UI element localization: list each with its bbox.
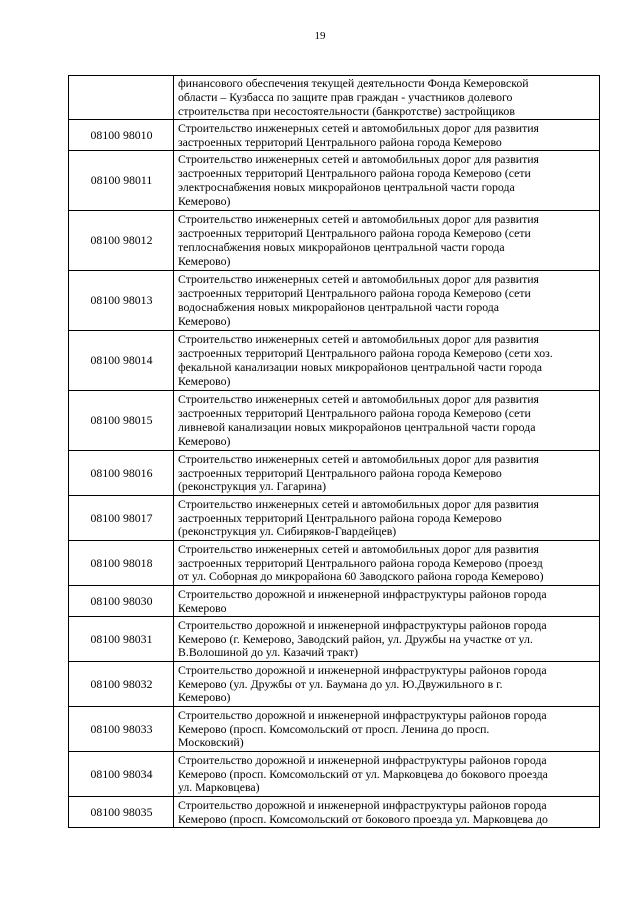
description-cell: Строительство дорожной и инженерной инфраструктуры районов города Кемерово (г. Кемерово, Заводский район, ул. Дружбы на участке от ул. В.Волошиной до ул. Казачий тракт): [174, 617, 600, 662]
code-cell: 08100 98013: [69, 271, 174, 331]
table-row: [69, 662, 600, 707]
description-cell: Строительство дорожной и инженерной инфраструктуры районов города Кемерово (просп. Комсомольский от просп. Ленина до просп. Московский): [174, 707, 600, 752]
code-cell: 08100 98014: [69, 331, 174, 391]
page-number: 19: [314, 30, 326, 42]
code-cell: 08100 98034: [69, 752, 174, 797]
description-cell: Строительство инженерных сетей и автомобильных дорог для развития застроенных территорий Центрального района города Кемерово (сети хоз. фекальной канализации новых микрорайонов центральной части города Кемерово): [174, 331, 600, 391]
table-row: [69, 151, 600, 211]
code-cell: 08100 98033: [69, 707, 174, 752]
description-cell: финансового обеспечения текущей деятельности Фонда Кемеровской области – Кузбасса по защите прав граждан - участников долевого строительства при несостоятельности (банкротстве) застройщиков: [174, 76, 600, 120]
description-cell: Строительство инженерных сетей и автомобильных дорог для развития застроенных территорий Центрального района города Кемерово (реконструкция ул. Гагарина): [174, 451, 600, 496]
description-cell: Строительство инженерных сетей и автомобильных дорог для развития застроенных территорий Центрального района города Кемерово (сети ливневой канализации новых микрорайонов центральной части города Кемерово): [174, 391, 600, 451]
table-row: [69, 451, 600, 496]
table-row: [69, 752, 600, 797]
code-cell: 08100 98016: [69, 451, 174, 496]
description-cell: Строительство инженерных сетей и автомобильных дорог для развития застроенных территорий Центрального района города Кемерово: [174, 120, 600, 151]
code-cell: 08100 98018: [69, 541, 174, 586]
description-cell: Строительство инженерных сетей и автомобильных дорог для развития застроенных территорий Центрального района города Кемерово (сети теплоснабжения новых микрорайонов центральной части города Кемерово): [174, 211, 600, 271]
table-row: [69, 271, 600, 331]
budget-classification-table: [68, 75, 600, 828]
table-row: [69, 617, 600, 662]
table-row: [69, 541, 600, 586]
table-row: [69, 586, 600, 617]
code-cell: 08100 98010: [69, 120, 174, 151]
code-cell: 08100 98017: [69, 496, 174, 541]
table-row: [69, 797, 600, 828]
table-row: [69, 331, 600, 391]
code-cell: 08100 98035: [69, 797, 174, 828]
code-cell: 08100 98030: [69, 586, 174, 617]
description-cell: Строительство инженерных сетей и автомобильных дорог для развития застроенных территорий Центрального района города Кемерово (сети водоснабжения новых микрорайонов центральной части города Кемерово): [174, 271, 600, 331]
code-cell: 08100 98012: [69, 211, 174, 271]
code-cell: [69, 76, 174, 120]
code-cell: 08100 98031: [69, 617, 174, 662]
code-cell: 08100 98032: [69, 662, 174, 707]
description-cell: Строительство инженерных сетей и автомобильных дорог для развития застроенных территорий Центрального района города Кемерово (сети электроснабжения новых микрорайонов центральной части города Кемерово): [174, 151, 600, 211]
table-row: [69, 211, 600, 271]
description-cell: Строительство инженерных сетей и автомобильных дорог для развития застроенных территорий Центрального района города Кемерово (реконструкция ул. Сибиряков-Гвардейцев): [174, 496, 600, 541]
code-cell: 08100 98015: [69, 391, 174, 451]
table-row: [69, 120, 600, 151]
description-cell: Строительство дорожной и инженерной инфраструктуры районов города Кемерово (ул. Дружбы от ул. Баумана до ул. Ю.Двужильного в г. Кемерово): [174, 662, 600, 707]
description-cell: Строительство дорожной и инженерной инфраструктуры районов города Кемерово: [174, 586, 600, 617]
code-cell: 08100 98011: [69, 151, 174, 211]
description-cell: Строительство дорожной и инженерной инфраструктуры районов города Кемерово (просп. Комсомольский от ул. Марковцева до бокового проезда ул. Марковцева): [174, 752, 600, 797]
description-cell: Строительство дорожной и инженерной инфраструктуры районов города Кемерово (просп. Комсомольский от бокового проезда ул. Марковцева до: [174, 797, 600, 828]
table-row: [69, 391, 600, 451]
table-row: [69, 707, 600, 752]
description-cell: Строительство инженерных сетей и автомобильных дорог для развития застроенных территорий Центрального района города Кемерово (проезд от ул. Соборная до микрорайона 60 Заводского района города Кемерово): [174, 541, 600, 586]
table-row: [69, 496, 600, 541]
table-row: [69, 76, 600, 120]
